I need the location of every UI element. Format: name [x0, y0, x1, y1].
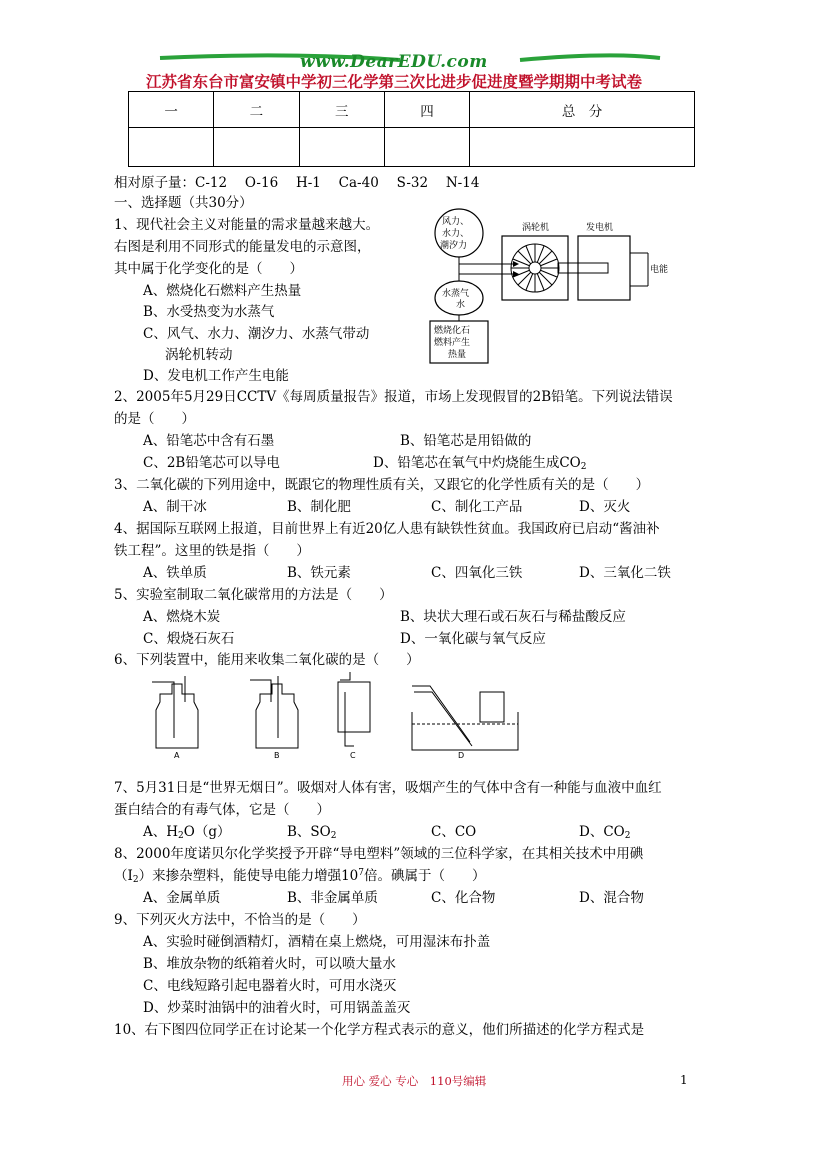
q9-option-b: B、堆放杂物的纸箱着火时，可以喷大量水 — [143, 956, 396, 972]
atomic-masses: 相对原子量：C-12 O-16 H-1 Ca-40 S-32 N-14 — [114, 175, 480, 191]
q1-option-b: B、水受热变为水蒸气 — [143, 304, 275, 320]
page-number: 1 — [680, 1073, 688, 1087]
q2-option-c: C、2B铅笔芯可以导电 — [143, 455, 280, 471]
q8-option-b: B、非金属单质 — [287, 890, 378, 906]
q7-option-b: B、$SO_2$ — [287, 824, 337, 841]
q1-option-c-cont: 涡轮机转动 — [165, 347, 233, 363]
fig-fuel-1: 燃烧化石 — [434, 326, 471, 336]
apparatus-label-c: C — [350, 751, 356, 760]
q3-option-d: D、灭火 — [579, 499, 631, 515]
site-logo-text: www.DearEDU.com — [300, 52, 488, 72]
q1-option-a: A、燃烧化石燃料产生热量 — [143, 283, 302, 299]
q3-option-b: B、制化肥 — [287, 499, 351, 515]
score-cell — [470, 128, 695, 167]
energy-diagram — [418, 208, 678, 368]
q4-option-d: D、三氧化二铁 — [579, 565, 671, 581]
q8-stem-2: $(I_2)$来掺杂塑料，能使导电能力增强$10^7$倍。碘属于（ ） — [114, 868, 486, 885]
q5-option-d: D、一氧化碳与氧气反应 — [400, 631, 546, 647]
score-header-total: 总 分 — [470, 92, 695, 128]
q1-option-d: D、发电机工作产生电能 — [143, 368, 289, 384]
q7-option-d: D、$CO_2$ — [579, 824, 631, 841]
section-heading: 一、选择题（共30分） — [114, 195, 253, 211]
score-header-2: 二 — [214, 92, 299, 128]
q7-stem-2: 蛋白结合的有毒气体，它是（ ） — [114, 802, 330, 818]
q4-option-b: B、铁元素 — [287, 565, 351, 581]
fig-power-label: 电能 — [650, 265, 669, 275]
apparatus-label-a: A — [174, 751, 180, 760]
q5-stem: 5、实验室制取二氧化碳常用的方法是（ ） — [114, 587, 393, 603]
fig-bubble-3: 潮汐力 — [440, 241, 468, 251]
fig-bubble-1: 风力、 — [442, 217, 470, 227]
q5-option-b: B、块状大理石或石灰石与稀盐酸反应 — [400, 609, 626, 625]
q1-stem-1: 1、现代社会主义对能量的需求量越来越大。 — [114, 217, 380, 233]
score-header-1: 一 — [129, 92, 214, 128]
fig-steam-2: 水 — [456, 300, 466, 310]
q7-stem-1: 7、5月31日是“世界无烟日”。吸烟对人体有害，吸烟产生的气体中含有一种能与血液中血红 — [114, 780, 662, 796]
q7-option-a: A、$H_2O(g)$ — [143, 824, 231, 841]
q5-option-c: C、煅烧石灰石 — [143, 631, 235, 647]
score-table — [128, 91, 695, 167]
q9-option-c: C、电线短路引起电器着火时，可用水浇灭 — [143, 978, 397, 994]
q10-stem: 10、右下图四位同学正在讨论某一个化学方程式表示的意义，他们所描述的化学方程式是 — [114, 1022, 645, 1038]
q2-option-d: D、铅笔芯在氧气中灼烧能生成$CO_2$ — [373, 455, 587, 472]
q2-stem-1: 2、2005年5月29日CCTV《每周质量报告》报道，市场上发现假冒的2B铅笔。下列说法错误 — [114, 389, 673, 405]
q4-stem-1: 4、据国际互联网上报道，目前世界上有近20亿人患有缺铁性贫血。我国政府已启动“酱油补 — [114, 521, 660, 537]
q6-stem: 6、下列装置中，能用来收集二氧化碳的是（ ） — [114, 652, 420, 668]
q1-stem-2: 右图是利用不同形式的能量发电的示意图， — [114, 239, 371, 255]
score-header-4: 四 — [384, 92, 469, 128]
fig-bubble-2: 水力、 — [442, 229, 470, 239]
score-cell — [129, 128, 214, 167]
footer-text: 用心 爱心 专心 110号编辑 — [342, 1074, 487, 1088]
fig-steam-1: 水蒸气 — [442, 289, 470, 299]
q3-option-c: C、制化工产品 — [431, 499, 523, 515]
score-cell — [214, 128, 299, 167]
q7-option-c: C、CO — [431, 824, 477, 840]
q3-option-a: A、制干冰 — [143, 499, 207, 515]
q9-option-d: D、炒菜时油锅中的油着火时，可用锅盖盖灭 — [143, 1000, 411, 1016]
q4-stem-2: 铁工程”。这里的铁是指（ ） — [114, 543, 310, 559]
apparatus-label-d: D — [458, 751, 465, 760]
q9-option-a: A、实验时碰倒酒精灯，酒精在桌上燃烧，可用湿沫布扑盖 — [143, 934, 491, 950]
q4-option-a: A、铁单质 — [143, 565, 207, 581]
score-cell — [299, 128, 384, 167]
q8-option-c: C、化合物 — [431, 890, 496, 906]
q8-stem-1: 8、2000年度诺贝尔化学奖授予开辟“导电塑料”领域的三位科学家，在其相关技术中用碘 — [114, 846, 644, 862]
gas-collection-apparatus — [140, 672, 540, 762]
exam-title: 江苏省东台市富安镇中学初三化学第三次比进步促进度暨学期期中考试卷 — [146, 72, 643, 91]
q1-option-c: C、风气、水力、潮汐力、水蒸气带动 — [143, 326, 370, 342]
q4-option-c: C、四氧化三铁 — [431, 565, 523, 581]
q8-option-a: A、金属单质 — [143, 890, 221, 906]
fig-fuel-2: 燃料产生 — [434, 338, 471, 348]
q2-option-b: B、铅笔芯是用铅做的 — [400, 433, 532, 449]
q2-stem-2: 的是（ ） — [114, 411, 195, 427]
q5-option-a: A、燃烧木炭 — [143, 609, 221, 625]
score-cell — [384, 128, 469, 167]
q1-stem-3: 其中属于化学变化的是（ ） — [114, 261, 303, 277]
q3-stem: 3、二氧化碳的下列用途中，既跟它的物理性质有关，又跟它的化学性质有关的是（ ） — [114, 477, 650, 493]
apparatus-label-b: B — [274, 751, 280, 760]
q8-option-d: D、混合物 — [579, 890, 644, 906]
q2-option-a: A、铅笔芯中含有石墨 — [143, 433, 275, 449]
score-header-3: 三 — [299, 92, 384, 128]
fig-turbine-label: 涡轮机 — [522, 223, 550, 233]
q9-stem: 9、下列灭火方法中，不恰当的是（ ） — [114, 912, 366, 928]
fig-fuel-3: 热量 — [448, 350, 467, 360]
fig-generator-label: 发电机 — [586, 223, 614, 233]
